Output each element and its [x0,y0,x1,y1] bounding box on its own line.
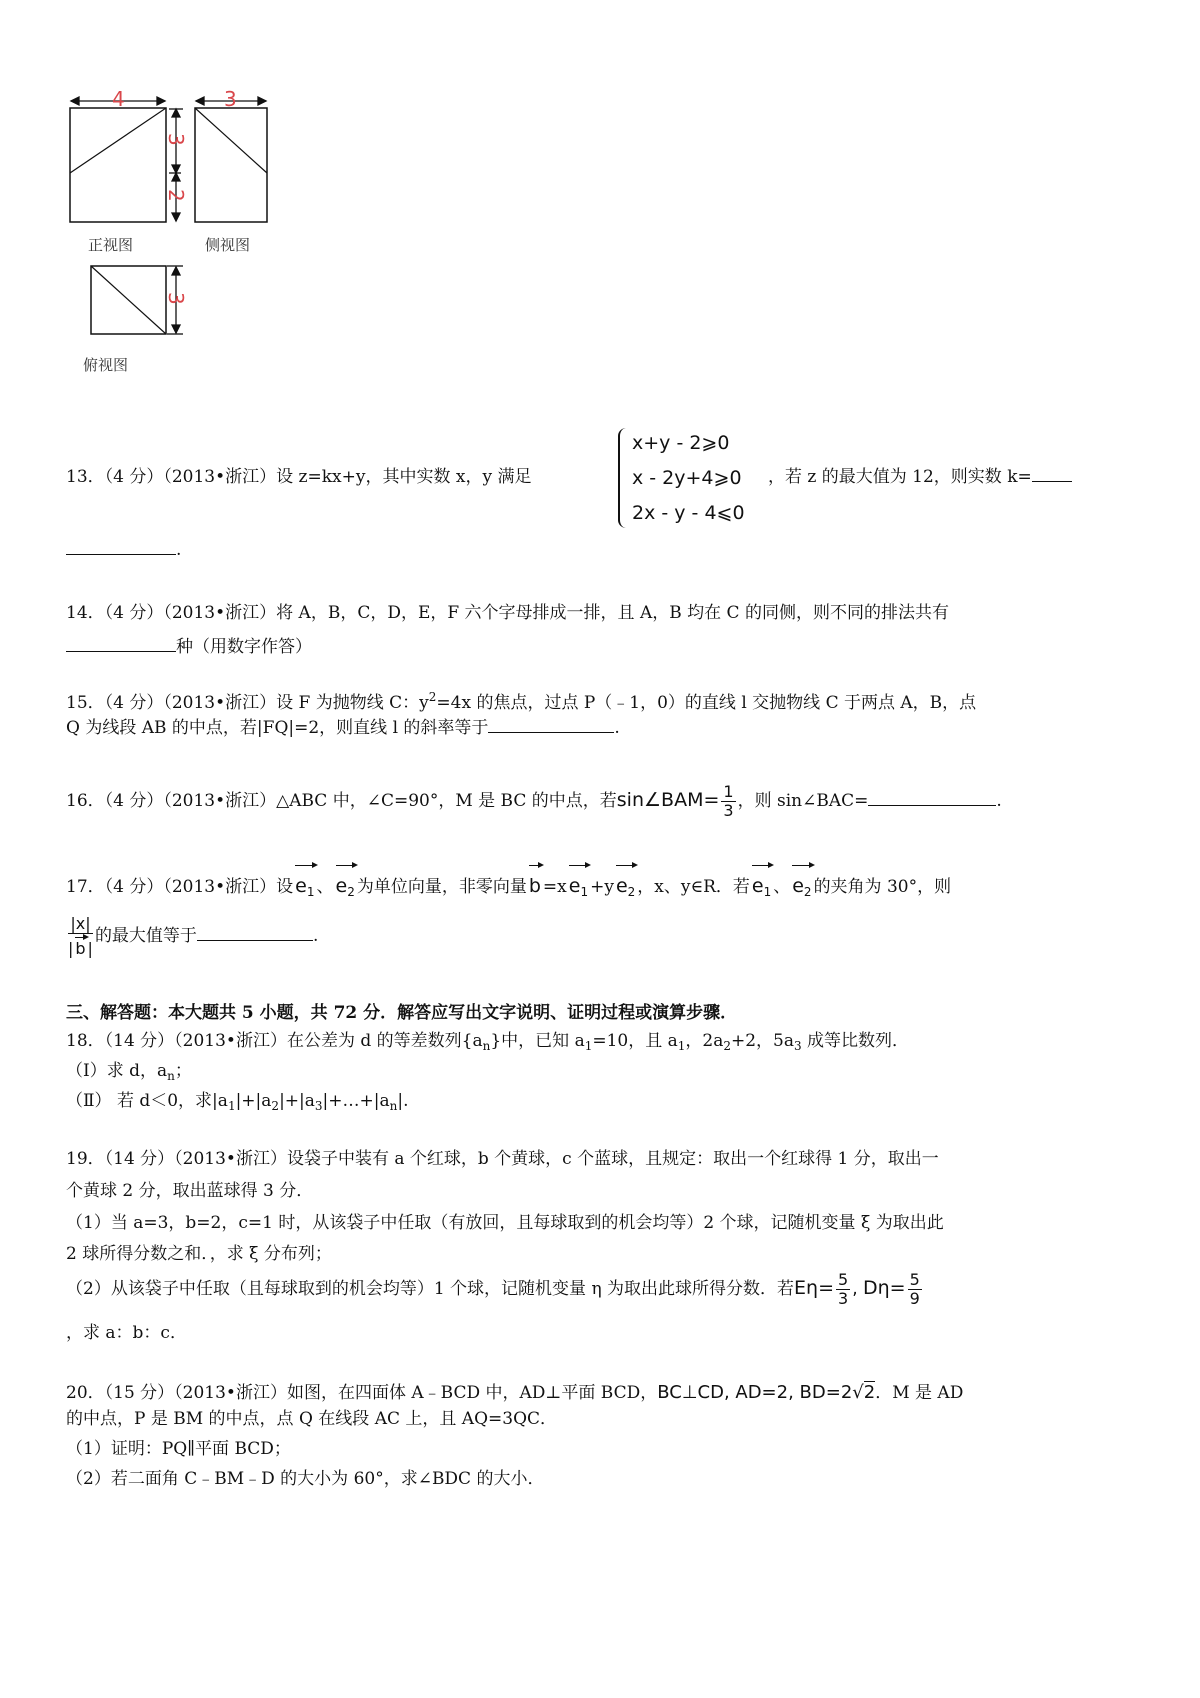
q19-D-expr: Dη= [863,1277,906,1299]
q20-line1: 20．（15 分）（2013•浙江）如图，在四面体 A﹣BCD 中，AD⊥平面 BCD，BC⊥CD, AD=2, BD=2√2．M 是 AD [66,1382,964,1403]
q13-ineq-1: x+y - 2⩾0 [632,432,730,454]
q17-text-c: =x [542,877,567,897]
q13-text-before: 13．（4 分）（2013•浙江）设 z=kx+y，其中实数 x，y 满足 [66,467,532,487]
q15-text-c: Q 为线段 AB 的中点，若|FQ|=2，则直线 l 的斜率等于 [66,718,489,738]
q17-text-e: ，x、y∈R．若 [637,877,750,897]
q17-tail: . [312,926,319,946]
q15-answer-blank[interactable] [488,718,614,733]
q13-ineq-3: 2x - y - 4⩽0 [632,502,745,524]
q16-text-a: 16．（4 分）（2013•浙江）△ABC 中，∠C=90°，M 是 BC 的中点，若 [66,791,617,811]
q17-text-d: +y [590,877,614,897]
q19-line5: （2）从该袋子中任取（且每球取到的机会均等）1 个球，记随机变量 η 为取出此球所得分数．若Eη= $\frac{5}{3}$ , Dη= $\frac{5}{9}$ [66,1270,920,1308]
dim-front-lower: 2 [164,189,188,202]
q13-line1 [66,466,531,488]
q19-D-fraction: $\frac{5}{9}$ [909,1270,920,1308]
q20-line4: （2）若二面角 C﹣BM﹣D 的大小为 60°，求∠BDC 的大小． [66,1469,545,1489]
q13-tail: . [176,540,182,560]
q16-tail: . [996,791,1002,811]
q17-answer-blank[interactable] [197,926,313,941]
q13-line1-after [768,466,1072,488]
q15-text-a: 15．（4 分）（2013•浙江）设 F 为抛物线 C：y [66,693,429,713]
q19-line1: 19．（14 分）（2013•浙江）设袋子中装有 a 个红球，b 个黄球，c 个蓝球，且规定：取出一个红球得 1 分，取出一 [66,1149,939,1169]
q16-frac-num: 1 [723,782,734,801]
q16-expr: sin∠BAM= [616,789,720,811]
q13-text-after: ，若 z 的最大值为 12，则实数 k= [768,467,1032,487]
q13-ineq-2: x - 2y+4⩾0 [632,467,742,489]
q17-frac-num: |x| [70,914,91,933]
q14-line1 [66,602,949,624]
q17-text-g: 的最大值等于 [94,926,197,946]
q19-line2: 个黄球 2 分，取出蓝球得 3 分． [66,1181,314,1201]
q17-text-b: 为单位向量，非零向量 [356,877,527,897]
q14-answer-blank[interactable] [66,637,176,652]
q13-brace [618,428,628,528]
q17-text-a: 17．（4 分）（2013•浙江）设 [66,877,294,897]
q14-text: 14．（4 分）（2013•浙江）将 A，B，C，D，E，F 六个字母排成一排，且 A，B 均在 C 的同侧，则不同的排法共有 [66,603,949,623]
q13-answer-blank-b[interactable] [66,540,176,555]
q19-E-fraction: $\frac{5}{3}$ [838,1270,849,1308]
dim-front-width: 4 [112,87,125,111]
dim-side-width: 3 [224,87,237,111]
q20-expr: BC⊥CD, AD=2, BD=2 [657,1382,853,1403]
top-view-label: 俯视图 [83,356,129,374]
side-view-label: 侧视图 [205,236,251,254]
q16-fraction [721,783,735,820]
q15-text-b: =4x 的焦点，过点 P（﹣1，0）的直线 l 交抛物线 C 于两点 A，B，点 [436,693,977,713]
front-view-rect [70,108,166,222]
section-3-heading [66,1002,737,1024]
q20-line2: 的中点，P 是 BM 的中点，点 Q 在线段 AC 上，且 AQ=3QC． [66,1409,558,1429]
q13-answer-blank-a[interactable] [1032,467,1072,482]
q16-frac-den: 3 [723,801,734,820]
q14-tail: 种（用数字作答） [176,637,312,657]
q19-E-expr: Eη= [794,1277,834,1299]
q17-vec-b: b [529,862,541,904]
q17-line1 [66,862,951,910]
q15-sup: 2 [428,690,437,704]
q17-vec-e2-c: $e_2$ [792,862,811,910]
q17-vec-e1: $e_1$ [295,862,314,910]
q16-answer-blank[interactable] [868,791,996,806]
q19-line3: （1）当 a=3，b=2，c=1 时，从该袋子中任取（有放回，且每球取到的机会均等）2 个球，记随机变量 ξ 为取出此 [66,1213,944,1233]
side-view-diagonal [195,108,267,173]
q16-text-b: ，则 sin∠BAC= [737,791,869,811]
q20-sqrt: √2 [852,1382,876,1403]
front-view-diagonal [70,108,166,173]
q17-vec-e1-b: $e_1$ [569,862,588,910]
top-view-diagonal [91,266,166,334]
q18-line1: 18．（14 分）（2013•浙江）在公差为 d 的等差数列$\{a_n\}$中，已知 $a_1=10$，且 $a_1$，$2a_2+2$，$5a_3$ 成等比数列． [66,1031,910,1053]
q15-line1 [66,686,976,714]
q18-part2: （Ⅱ） 若 d＜0，求$|a_1|+|a_2|+|a_3|+\dots+|a_n|$. [66,1091,409,1113]
q17-sep-1: 、 [316,877,334,897]
q13-system [618,426,745,531]
three-view-figure [55,85,285,385]
q19-line6: ，求 a：b：c． [66,1323,187,1343]
section-3-text: 三、解答题：本大题共 5 小题，共 72 分．解答应写出文字说明、证明过程或演算步骤． [66,1003,738,1023]
q17-vec-e1-c: $e_1$ [752,862,771,910]
q13-line2 [66,539,181,561]
q17-sep-2: 、 [773,877,791,897]
dim-top-height: 3 [164,292,188,305]
q15-line2 [66,717,620,739]
q16-line [66,780,1002,821]
q17-text-f: 的夹角为 30°，则 [813,877,952,897]
q17-vec-e2-b: $e_2$ [616,862,635,910]
q17-frac-den: | b | [68,934,93,958]
q17-vec-e2: $e_2$ [336,862,355,910]
side-view-rect [195,108,267,222]
q15-tail: . [614,718,620,738]
front-view-label: 正视图 [88,236,134,254]
q18-part1: （Ⅰ）求 d，$a_n$； [66,1061,192,1083]
dim-front-upper: 3 [164,133,188,146]
q14-line2 [66,636,312,658]
q20-line3: （1）证明：PQ∥平面 BCD； [66,1439,291,1459]
q17-line2 [66,914,318,958]
q19-line4: 2 球所得分数之和．，求 ξ 分布列； [66,1244,332,1264]
q17-fraction [68,915,93,958]
